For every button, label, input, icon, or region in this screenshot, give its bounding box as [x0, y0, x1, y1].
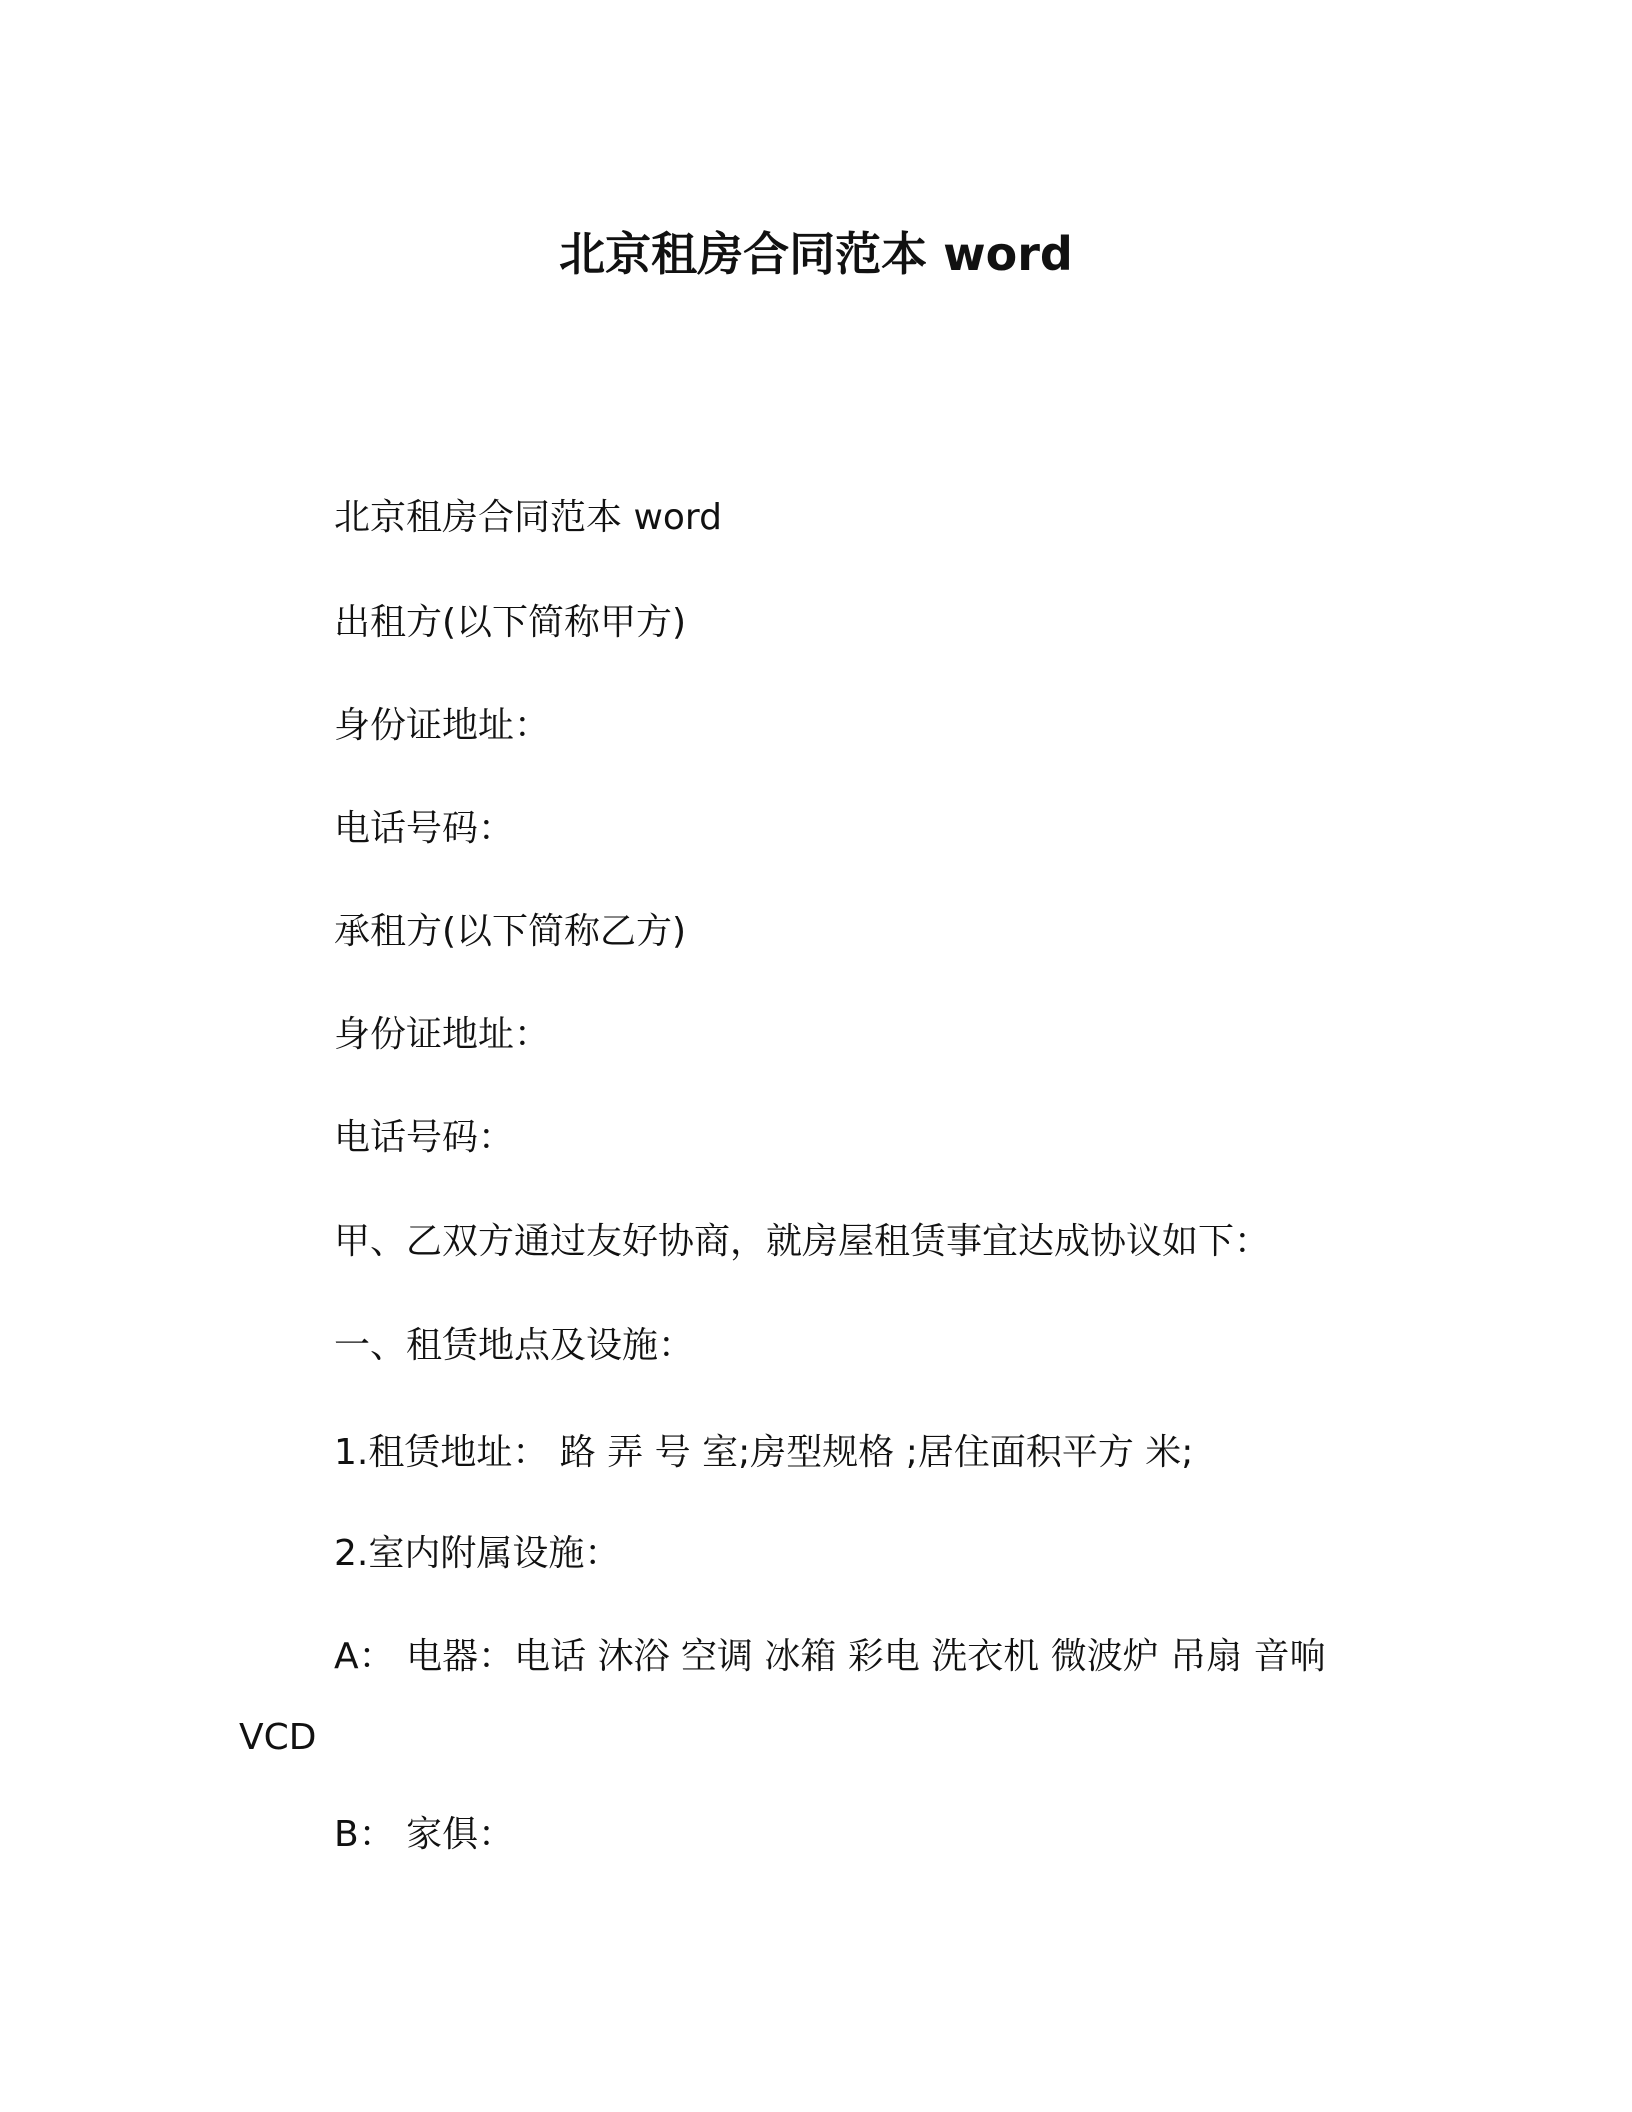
clause-1-address: 1.租赁地址： 路 弄 号 室;房型规格 ;居住面积平方 米; [334, 1432, 1194, 1473]
paragraph-lessee-id-address: 身份证地址： [334, 1014, 551, 1055]
clause-2-facilities: 2.室内附属设施： [334, 1533, 621, 1574]
paragraph-lessor-phone: 电话号码： [334, 808, 515, 849]
document-title: 北京租房合同范本 word [559, 227, 1073, 281]
paragraph-lessee-phone: 电话号码： [334, 1117, 515, 1158]
clause-b-furniture: B： 家俱： [334, 1814, 515, 1855]
paragraph-subtitle: 北京租房合同范本 word [334, 497, 722, 538]
section-heading-1: 一、租赁地点及设施： [334, 1325, 695, 1366]
clause-a-appliances: A： 电器：电话 沐浴 空调 冰箱 彩电 洗衣机 微波炉 吊扇 音响 [334, 1636, 1326, 1677]
paragraph-agreement-intro: 甲、乙双方通过友好协商，就房屋租赁事宜达成协议如下： [334, 1221, 1271, 1262]
paragraph-lessor: 出租方(以下简称甲方) [334, 602, 687, 643]
paragraph-lessee: 承租方(以下简称乙方) [334, 911, 687, 952]
clause-a-appliances-continued: VCD [239, 1717, 317, 1758]
paragraph-lessor-id-address: 身份证地址： [334, 705, 551, 746]
